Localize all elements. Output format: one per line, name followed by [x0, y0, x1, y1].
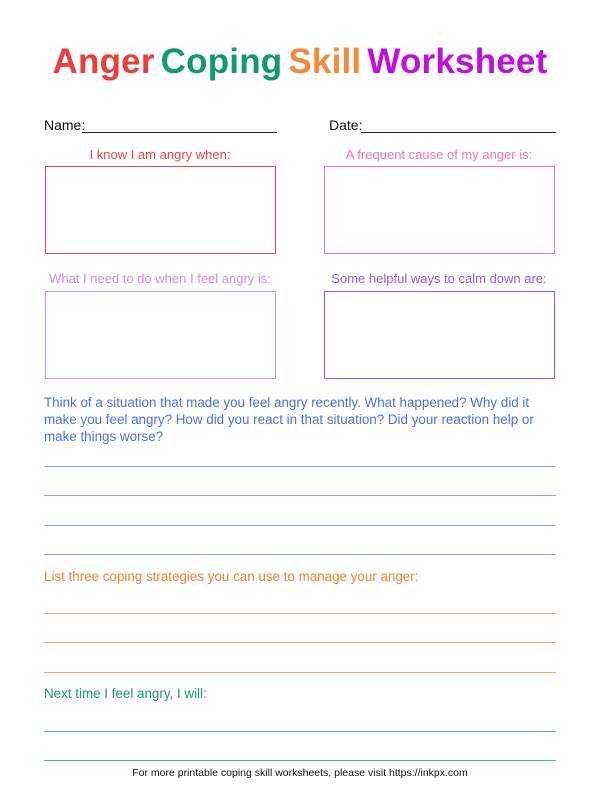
- prompt-coping-strategies: List three coping strategies you can use to manage your anger:: [44, 569, 419, 584]
- title-word-coping: Coping: [160, 42, 283, 81]
- writing-line[interactable]: [44, 525, 556, 526]
- box-label-calm-down: Some helpful ways to calm down are:: [331, 271, 547, 286]
- box-angry-when[interactable]: [45, 166, 276, 254]
- writing-line[interactable]: [44, 495, 556, 496]
- date-field[interactable]: [329, 117, 362, 133]
- writing-line[interactable]: [44, 554, 556, 555]
- box-frequent-cause[interactable]: [324, 166, 555, 254]
- name-line[interactable]: [82, 132, 277, 133]
- box-label-need-to-do: What I need to do when I feel angry is:: [49, 271, 271, 286]
- prompt-situation: Think of a situation that made you feel angry recently. What happened? Why did it make you feel angry? How did you react in that situation? Did your reaction help or make things worse?: [44, 395, 534, 444]
- footer-note: For more printable coping skill worksheets, please visit https://inkpx.com: [132, 767, 468, 779]
- writing-line[interactable]: [44, 642, 556, 643]
- worksheet-title: [0, 42, 600, 82]
- title-word-skill: Skill: [288, 42, 362, 81]
- box-need-to-do[interactable]: [45, 291, 276, 379]
- writing-line[interactable]: [44, 672, 556, 673]
- writing-line[interactable]: [44, 731, 556, 732]
- date-label: Date:: [329, 117, 363, 133]
- box-calm-down[interactable]: [324, 291, 555, 379]
- name-label: Name:: [44, 117, 86, 133]
- prompt-next-time: Next time I feel angry, I will:: [44, 686, 207, 701]
- box-label-angry-when: I know I am angry when:: [89, 147, 231, 162]
- writing-line[interactable]: [44, 613, 556, 614]
- name-field[interactable]: [44, 117, 85, 133]
- writing-line[interactable]: [44, 466, 556, 467]
- box-label-frequent-cause: A frequent cause of my anger is:: [345, 147, 533, 162]
- title-word-worksheet: Worksheet: [367, 42, 548, 81]
- date-line[interactable]: [361, 132, 556, 133]
- writing-line[interactable]: [44, 760, 556, 761]
- title-word-anger: Anger: [52, 42, 155, 81]
